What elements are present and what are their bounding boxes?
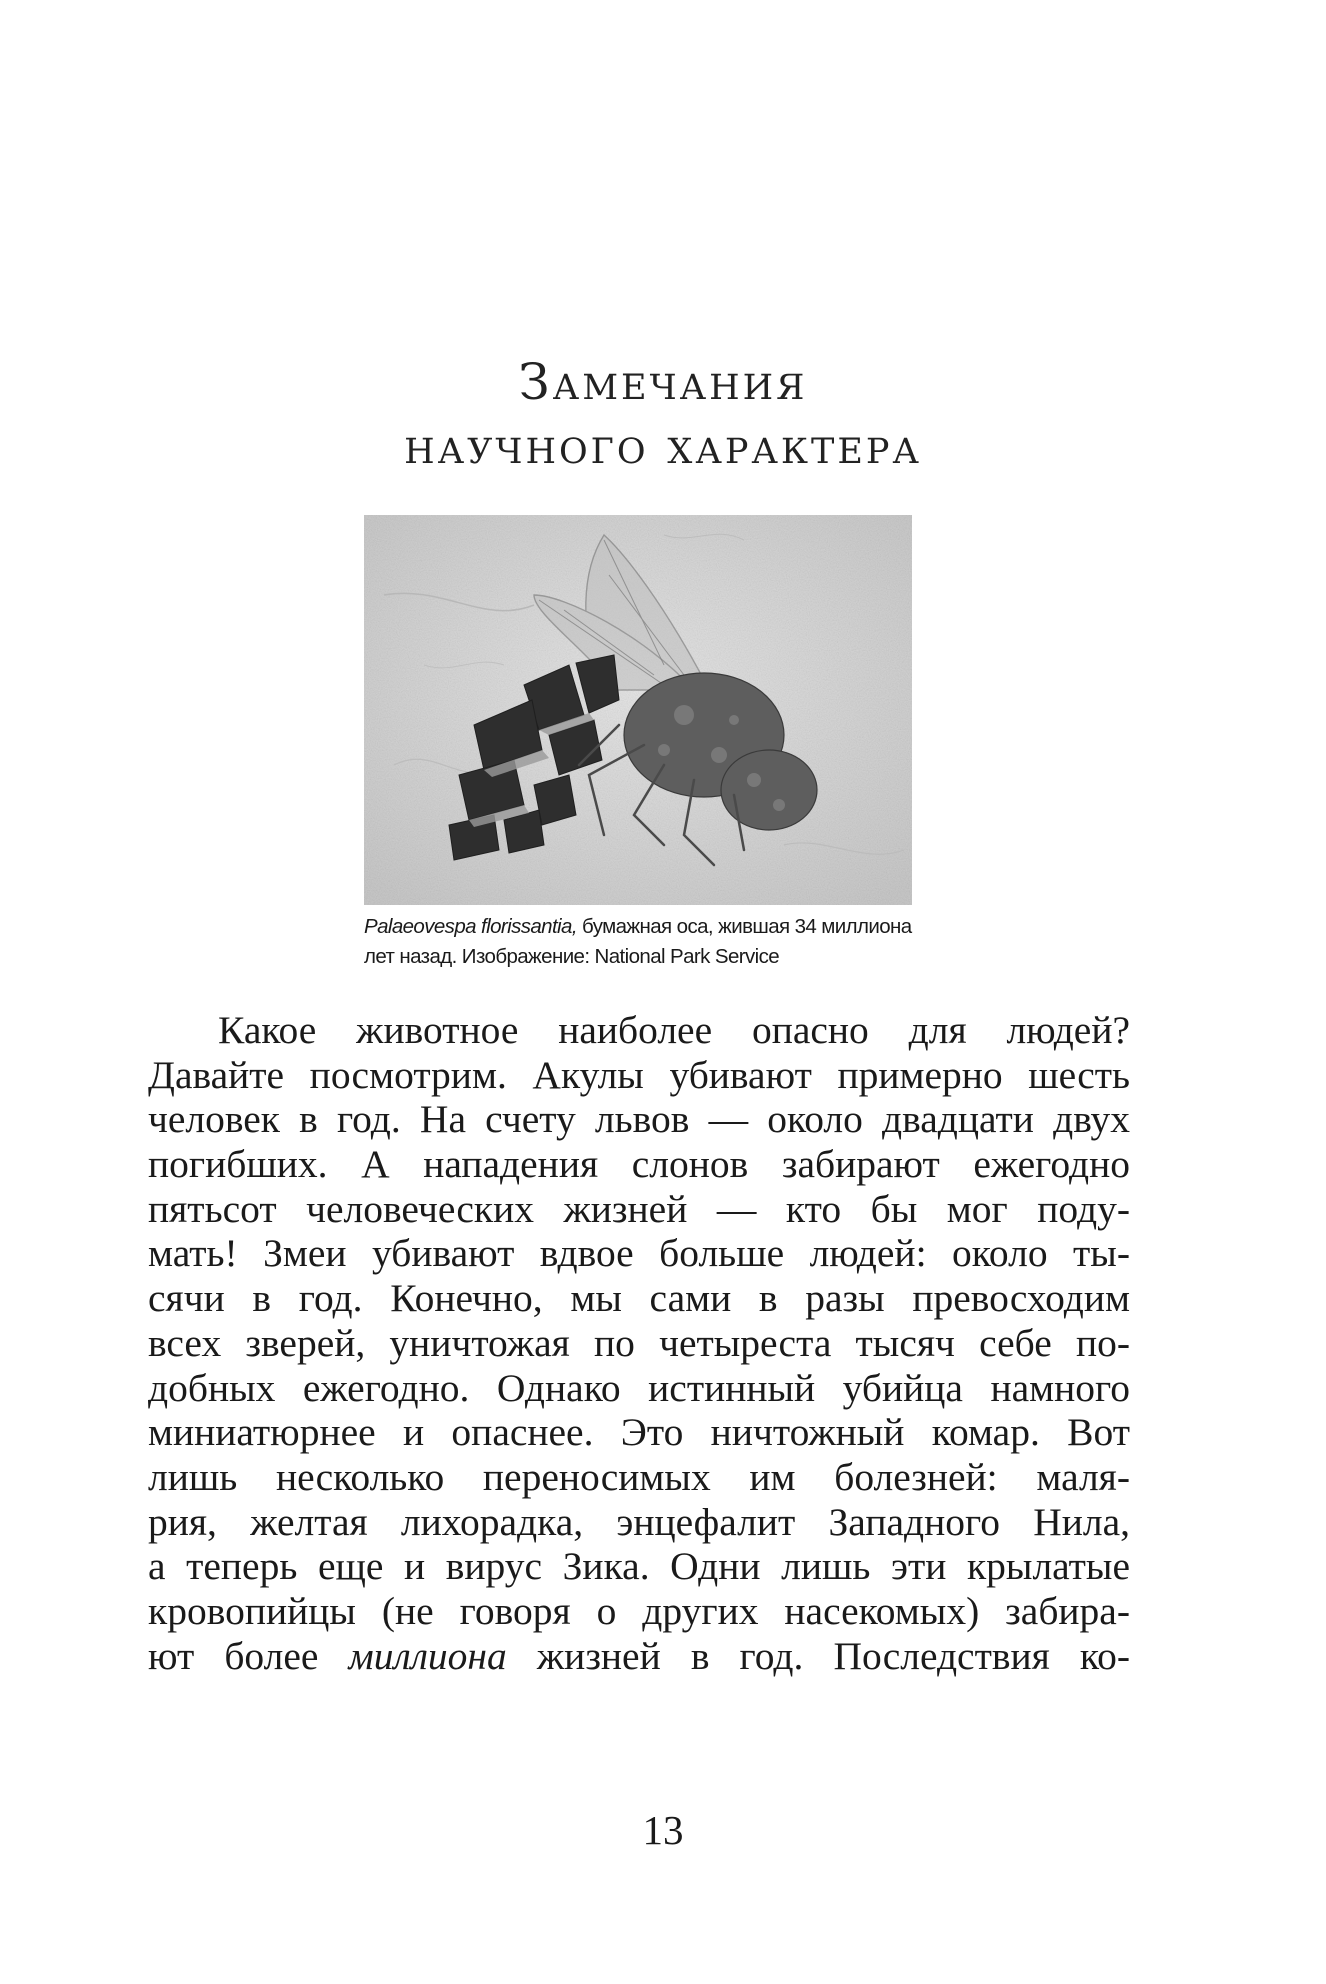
body-line: человек в год. На счету львов — около двадцати двух xyxy=(148,1097,1130,1142)
body-paragraph xyxy=(148,1008,1130,1678)
body-line: Какое животное наиболее опасно для людей? xyxy=(218,1008,1130,1052)
fossil-wasp-image xyxy=(364,515,912,905)
body-line: а теперь еще и вирус Зика. Одни лишь эти крылатые xyxy=(148,1544,1130,1589)
body-line: Давайте посмотрим. Акулы убивают примерно шесть xyxy=(148,1052,1130,1097)
body-line: мать! Змеи убивают вдвое больше людей: около ты- xyxy=(148,1231,1130,1276)
body-line: миниатюрнее и опаснее. Это ничтожный комар. Вот xyxy=(148,1410,1130,1455)
body-line: рия, желтая лихорадка, энцефалит Западного Нила, xyxy=(148,1499,1130,1544)
body-line: всех зверей, уничтожая по четыреста тысяч себе по- xyxy=(148,1320,1130,1365)
fossil-wasp-photo xyxy=(364,515,912,905)
body-line-last xyxy=(148,1634,1130,1679)
body-line: сячи в год. Конечно, мы сами в разы превосходим xyxy=(148,1276,1130,1321)
body-line: лишь несколько переносимых им болезней: маля- xyxy=(148,1454,1130,1499)
figure-caption xyxy=(364,912,924,972)
chapter-title-line-2: научного характера xyxy=(404,417,922,475)
chapter-title-line-1: Замечания xyxy=(518,353,808,411)
body-line: погибших. А нападения слонов забирают ежегодно xyxy=(148,1142,1130,1187)
chapter-title xyxy=(0,352,1326,476)
caption-line-1 xyxy=(364,912,924,942)
species-name: Palaeovespa florissantia, xyxy=(364,915,577,938)
page-number: 13 xyxy=(642,1807,684,1853)
last-line-before: ют более xyxy=(148,1633,349,1678)
caption-line-1-rest: бумажная оса, жившая 34 миллиона xyxy=(576,915,912,938)
body-line: кровопийцы (не говоря о других насекомых) забира- xyxy=(148,1588,1130,1633)
last-line-after: жизней в год. Последствия ко- xyxy=(506,1633,1130,1678)
body-line: пятьсот человеческих жизней — кто бы мог поду- xyxy=(148,1186,1130,1231)
body-line: добных ежегодно. Однако истинный убийца намного xyxy=(148,1365,1130,1410)
caption-line-2: лет назад. Изображение: National Park Service xyxy=(364,945,780,968)
last-line-emphasis: миллиона xyxy=(348,1633,507,1678)
